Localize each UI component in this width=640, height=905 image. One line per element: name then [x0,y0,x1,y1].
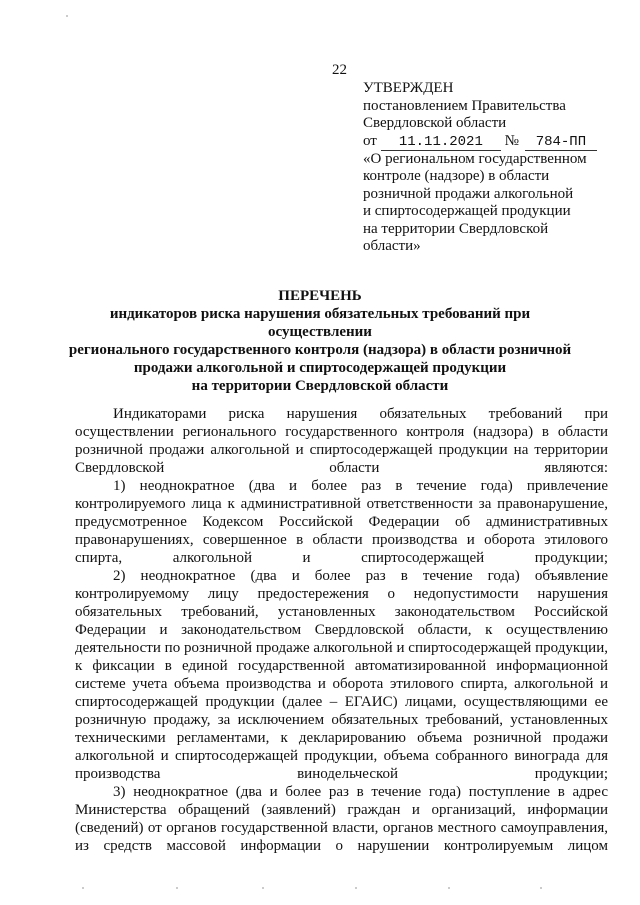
body-line: 1) неоднократное (два и более раз в течение года) привлечение [113,478,608,494]
body-line: правонарушениях, совершенное в области производства и оборота этилового [75,532,608,548]
document-title-line: на территории Свердловской области [191,378,449,394]
approval-stamp [363,80,608,256]
approval-subject-line: на территории Свердловской [363,220,549,237]
body-line: деятельности по розничной продаже алкогольной и спиртосодержащей [75,640,532,656]
scan-speck [355,887,357,889]
body-line: обязательных требований, установленных законодательством Российской [75,604,608,620]
document-title-line: продажи алкогольной и спиртосодержащей продукции [133,360,507,376]
body-line: из средств массовой информации о нарушении контролируемым лицом [75,838,608,854]
body-line: алкогольной и спиртосодержащей продукции (далее – ЕГАИС) лицами, [75,676,608,710]
body-line: Индикаторами риска нарушения обязательных требований при [113,406,608,422]
body-line: собранного винограда для производства винодельческой продукции; [75,748,609,782]
scan-speck [448,887,450,889]
body-line: 2) неоднократное (два и более раз в течение года) объявление [113,568,608,584]
approval-subject-line: контроле (надзоре) в области [363,168,550,184]
body-line: 3) неоднократное (два и более раз в течение года) поступление в адрес [113,784,608,800]
approval-subject-line: и спиртосодержащей продукции [363,203,571,219]
body-line: розничной продажи алкогольной и спиртосодержащей продукции на территории [75,442,608,458]
approval-number-field: 784-ПП [525,135,597,151]
body-line: Федерации и законодательством Свердловской области, к осуществлению [75,622,608,638]
body-line: осуществлении регионального государственного контроля (надзора) в области [75,424,608,440]
body-line: Свердловской области являются: [75,460,608,476]
body-line: продукции, к фиксации в единой государственной автоматизированной [75,640,608,674]
approval-line: постановлением Правительства [363,97,566,114]
approval-date-field: 11.11.2021 [381,135,501,151]
approval-date-number-line [363,133,608,151]
document-heading: ПЕРЕЧЕНЬ [278,288,362,304]
body-line: информационной системе учета объема производства и оборота этилового спирта, [75,658,608,692]
intro-paragraph [75,405,608,477]
number-label: № [504,132,519,149]
scan-speck [540,887,542,889]
body-line: предусмотренное Кодексом Российской Федерации об административных [75,514,608,530]
document-title-line: индикаторов риска нарушения обязательных требований при осуществлении [109,306,531,340]
indicator-item-3 [75,783,608,855]
indicator-item-2 [75,567,608,783]
approval-subject-line: области» [363,238,421,254]
scan-speck [176,887,178,889]
approval-line: Свердловской области [363,115,507,131]
body-line: Министерства обращений (заявлений) граждан и организаций, информации [75,802,608,818]
body-line: контролируемого лица к административной ответственности за правонарушение, [75,496,608,512]
document-title [60,287,580,395]
approval-subject-line: розничной продажи алкогольной [363,185,574,202]
document-title-line: регионального государственного контроля (надзора) в области розничной [68,342,572,358]
body-line: осуществляющими ее розничную продажу, за исключением обязательных [75,694,609,728]
scan-speck [262,887,264,889]
body-line: объема розничной продажи алкогольной и спиртосодержащей продукции, объема [75,730,609,764]
body-line: требований, установленных техническими регламентами, к декларированию [75,712,608,746]
approval-subject-line: «О региональном государственном [363,150,587,167]
body-line: (сведений) от органов государственной власти, органов местного самоуправления, [75,820,608,836]
scan-speck [82,887,84,889]
scan-speck [66,15,68,17]
body-line: спирта, алкогольной и спиртосодержащей продукции; [75,550,608,566]
document-body [75,405,608,855]
body-line: контролируемому лицу предостережения о недопустимости нарушения [75,586,608,602]
approval-heading: УТВЕРЖДЕН [363,80,454,96]
indicator-item-1 [75,477,608,567]
page-number: 22 [332,62,347,78]
from-label: от [363,132,377,149]
